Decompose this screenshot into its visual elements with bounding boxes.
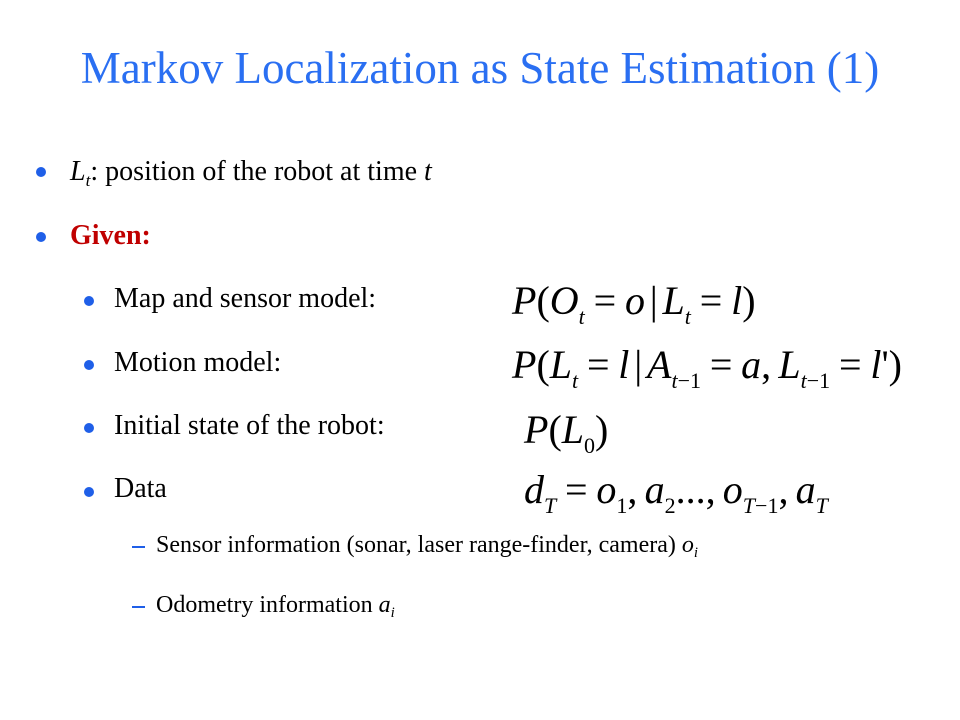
lt-time-var: t (424, 156, 432, 187)
bullet-dot (36, 232, 46, 242)
bullet-dot (84, 360, 94, 370)
sensor-info-var: o (681, 532, 694, 558)
lt-variable: L (70, 156, 86, 187)
odometry-info-var: a (378, 592, 391, 618)
data-formula: $d_T = o_1$, $a_2$..., $o_{T-1}$, $a_T$ (524, 467, 828, 518)
motion-model-formula: $P(L_t = l$ | $A_{t-1} = a$, $L_{t-1} = l'$) (512, 342, 902, 393)
dash-bullet (132, 606, 145, 608)
lt-text: : position of the robot at time (90, 156, 425, 187)
sensor-info-text: Sensor information (sonar, laser range-finder, camera) (156, 532, 682, 558)
sensor-info-line (156, 530, 698, 560)
odometry-info-text: Odometry information (156, 592, 379, 618)
bullet-lt (70, 155, 432, 189)
motion-model-label: Motion model: (114, 347, 282, 378)
sensor-model-formula: $P(O_t = o$ | $L_t = l$) (512, 278, 756, 329)
map-sensor-model-label: Map and sensor model: (114, 283, 377, 314)
bullet-dot (84, 296, 94, 306)
slide-title: Markov Localization as State Estimation (1) (80, 43, 880, 93)
lt-subscript: t (85, 171, 91, 191)
data-label: Data (114, 473, 167, 504)
initial-state-label: Initial state of the robot: (114, 410, 385, 441)
odometry-info-line (156, 590, 395, 620)
bullet-dot (84, 487, 94, 497)
initial-state-formula: $P(L_0)$ (524, 407, 609, 458)
dash-bullet (132, 546, 145, 548)
sensor-info-sub: i (693, 545, 698, 562)
bullet-dot (84, 423, 94, 433)
given-heading: Given: (70, 220, 151, 251)
odometry-info-sub: i (390, 605, 395, 622)
bullet-dot (36, 167, 46, 177)
